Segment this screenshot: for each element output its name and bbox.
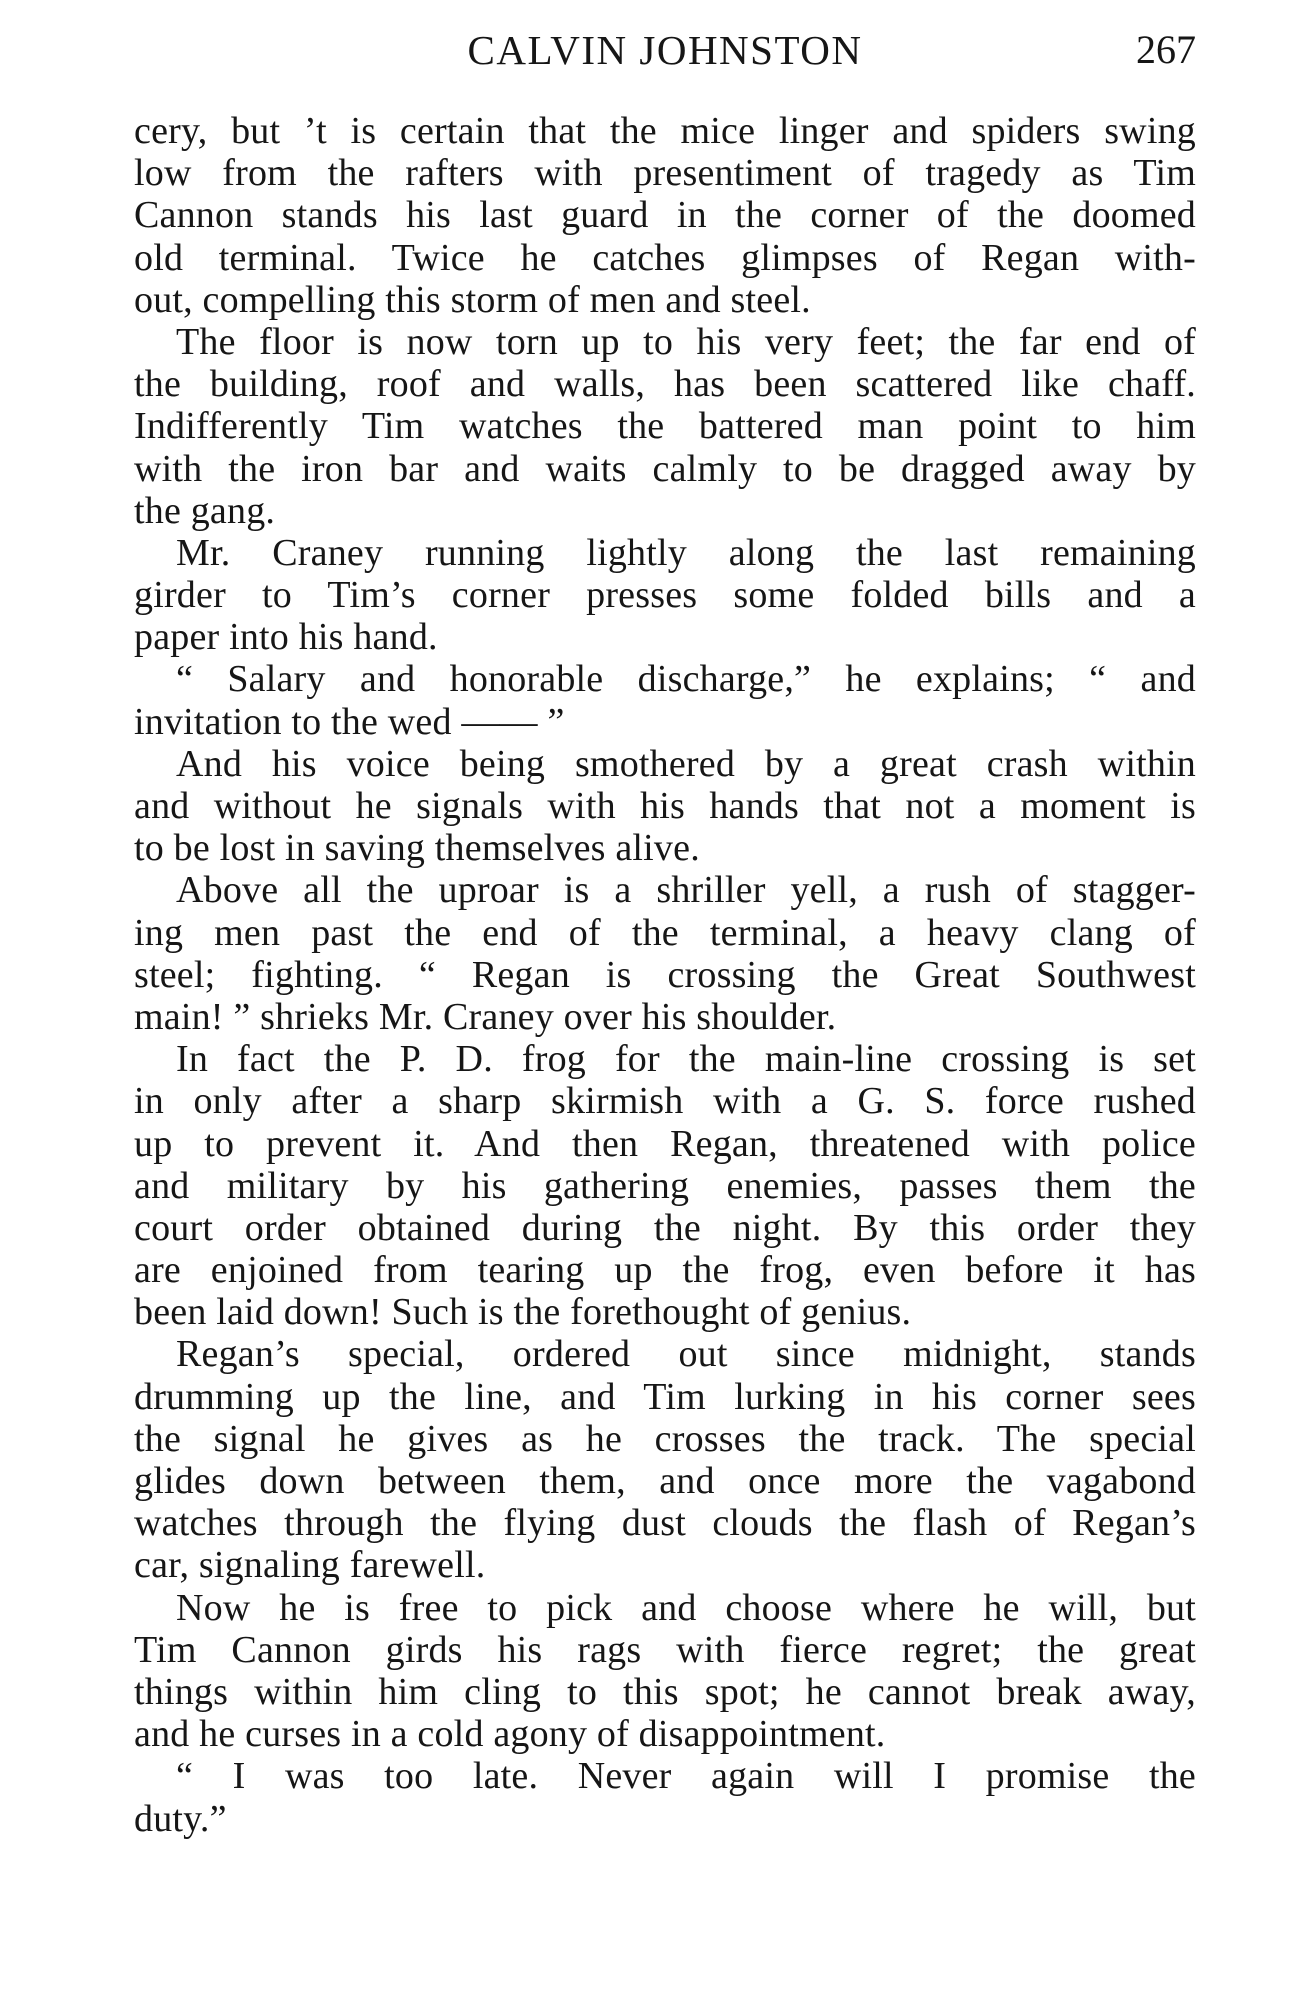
text-line: steel; fighting. “ Regan is crossing the Great Southwest xyxy=(134,953,1196,996)
text-line: cery, but ’t is certain that the mice linger and spiders swing xyxy=(134,110,1196,152)
text-line: Above all the uproar is a shriller yell, a rush of stagger- xyxy=(176,869,1196,912)
text-line: out, compelling this storm of men and steel. xyxy=(134,278,811,321)
text-line: Indifferently Tim watches the battered man point to him xyxy=(134,405,1196,448)
text-line: the building, roof and walls, has been scattered like chaff. xyxy=(134,363,1196,406)
text-line: the signal he gives as he crosses the track. The special xyxy=(134,1417,1196,1460)
text-line: and military by his gathering enemies, passes them the xyxy=(134,1164,1196,1207)
text-line: girder to Tim’s corner presses some folded bills and a xyxy=(134,574,1196,617)
text-line: in only after a sharp skirmish with a G. S. force rushed xyxy=(134,1080,1196,1123)
text-line: Mr. Craney running lightly along the last remaining xyxy=(176,531,1196,574)
text-line: The floor is now torn up to his very feet; the far end of xyxy=(176,320,1196,363)
text-line: glides down between them, and once more the vagabond xyxy=(134,1460,1196,1502)
text-line: things within him cling to this spot; he cannot break away, xyxy=(134,1670,1196,1713)
text-line: Tim Cannon girds his rags with fierce regret; the great xyxy=(134,1628,1196,1671)
text-line: drumming up the line, and Tim lurking in his corner sees xyxy=(134,1375,1196,1418)
text-line: the gang. xyxy=(134,489,276,532)
text-line: main! ” shrieks Mr. Craney over his shoulder. xyxy=(134,995,837,1038)
text-line: In fact the P. D. frog for the main-line crossing is set xyxy=(176,1038,1196,1081)
text-line: and without he signals with his hands that not a moment is xyxy=(134,785,1196,827)
text-line: paper into his hand. xyxy=(134,616,438,659)
text-line: duty.” xyxy=(134,1797,227,1840)
text-line: court order obtained during the night. By this order they xyxy=(134,1206,1196,1249)
text-line: ing men past the end of the terminal, a heavy clang of xyxy=(134,911,1196,954)
text-line: “ Salary and honorable discharge,” he explains; “ and xyxy=(176,658,1196,701)
running-head xyxy=(134,20,1196,80)
text-line: car, signaling farewell. xyxy=(134,1544,486,1587)
text-line: with the iron bar and waits calmly to be dragged away by xyxy=(134,447,1196,490)
text-line: invitation to the wed —— ” xyxy=(134,700,565,743)
text-line: Cannon stands his last guard in the corner of the doomed xyxy=(134,194,1196,237)
running-title: CALVIN JOHNSTON xyxy=(467,27,863,73)
text-line: are enjoined from tearing up the frog, even before it has xyxy=(134,1249,1196,1292)
text-line: old terminal. Twice he catches glimpses of Regan with- xyxy=(134,236,1196,279)
text-line: “ I was too late. Never again will I promise the xyxy=(176,1755,1196,1798)
text-line: And his voice being smothered by a great crash within xyxy=(176,742,1196,785)
text-line: Now he is free to pick and choose where he will, but xyxy=(176,1586,1196,1629)
text-line: Regan’s special, ordered out since midnight, stands xyxy=(176,1333,1196,1376)
text-line: been laid down! Such is the forethought of genius. xyxy=(134,1291,912,1334)
body-text xyxy=(134,110,1196,1840)
text-line: watches through the flying dust clouds the flash of Regan’s xyxy=(134,1502,1196,1545)
text-line: low from the rafters with presentiment of tragedy as Tim xyxy=(134,152,1196,195)
text-line: to be lost in saving themselves alive. xyxy=(134,827,700,870)
page-number: 267 xyxy=(1136,27,1196,72)
text-line: and he curses in a cold agony of disappointment. xyxy=(134,1713,886,1756)
text-line: up to prevent it. And then Regan, threatened with police xyxy=(134,1122,1196,1165)
